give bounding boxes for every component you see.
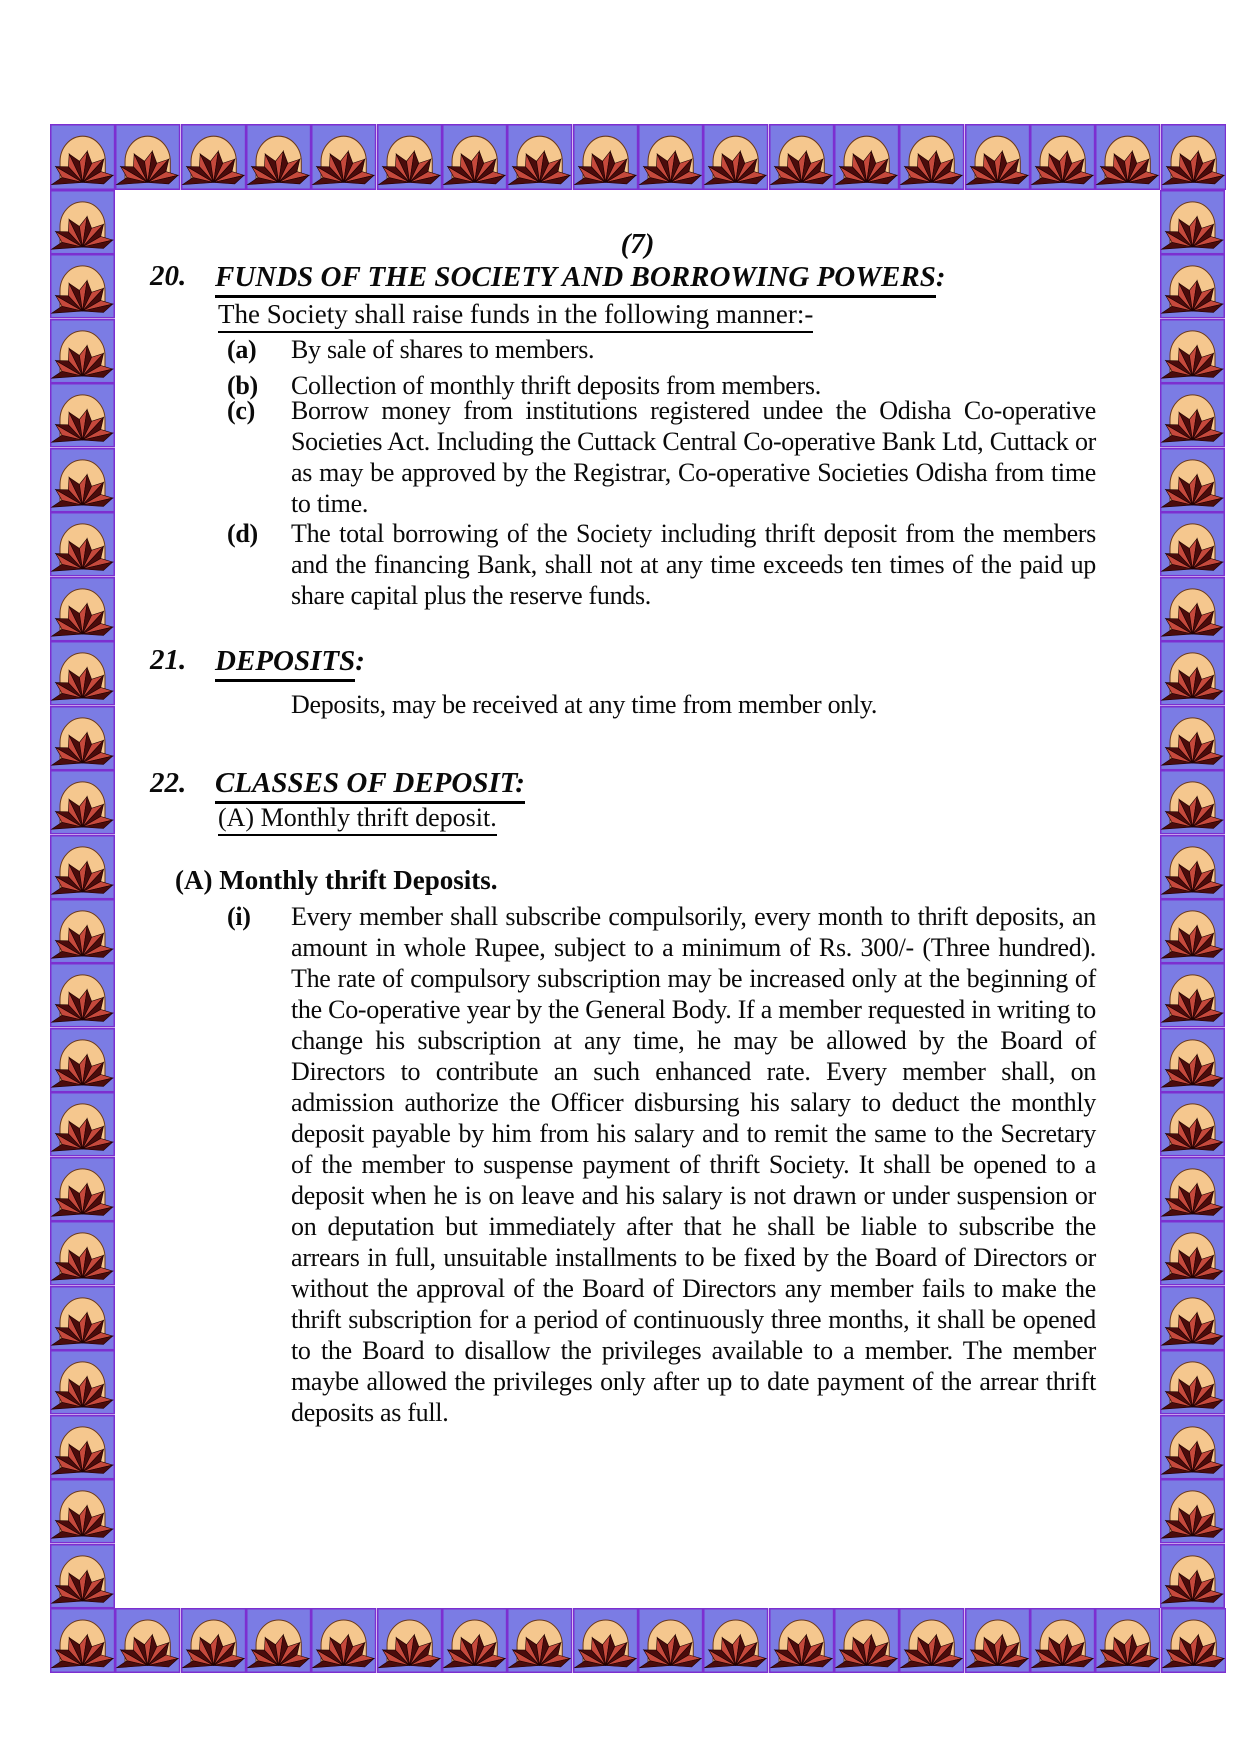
fan-flower-icon	[50, 835, 115, 899]
fan-flower-icon	[1160, 1157, 1225, 1221]
page-number: (7)	[620, 228, 655, 260]
fan-flower-icon	[1161, 124, 1226, 190]
fan-flower-icon	[965, 1608, 1030, 1673]
fan-flower-icon	[638, 1608, 703, 1673]
section-21-title: DEPOSITS	[215, 645, 355, 682]
fan-flower-icon	[1160, 448, 1225, 512]
fan-flower-icon	[50, 1350, 115, 1414]
section-21-heading-row	[115, 645, 1160, 678]
fan-flower-icon	[703, 124, 768, 190]
fan-flower-icon	[50, 770, 115, 834]
fan-flower-icon	[50, 1221, 115, 1285]
fan-flower-icon	[769, 1608, 834, 1673]
fan-flower-icon	[50, 319, 115, 383]
fan-flower-icon	[1160, 1415, 1225, 1479]
fan-flower-icon	[1160, 1286, 1225, 1350]
fan-flower-icon	[1030, 124, 1095, 190]
fan-flower-icon	[899, 124, 964, 190]
fan-flower-icon	[50, 1544, 115, 1608]
fan-flower-icon	[377, 124, 442, 190]
list-item-c	[115, 395, 1160, 519]
fan-flower-icon	[50, 641, 115, 705]
fan-flower-icon	[1160, 641, 1225, 705]
fan-flower-icon	[573, 1608, 638, 1673]
border-left-strip	[50, 190, 115, 1608]
fan-flower-icon	[50, 1092, 115, 1156]
list-item-b-label: (b)	[227, 371, 258, 400]
fan-flower-icon	[769, 124, 834, 190]
fan-flower-icon	[1160, 1479, 1225, 1543]
fan-flower-icon	[181, 1608, 246, 1673]
fan-flower-icon	[507, 124, 572, 190]
fan-flower-icon	[1160, 319, 1225, 383]
fan-flower-icon	[50, 190, 115, 254]
fan-flower-icon	[442, 124, 507, 190]
section-22-subtitle-line	[115, 803, 1160, 836]
fan-flower-icon	[1160, 1221, 1225, 1285]
fan-flower-icon	[50, 1415, 115, 1479]
list-item-b-text: Collection of monthly thrift deposits from members.	[291, 371, 821, 400]
list-item-d-label: (d)	[227, 519, 258, 548]
border-bottom-strip	[50, 1608, 1226, 1673]
fan-flower-icon	[834, 1608, 899, 1673]
section-20-intro-text: The Society shall raise funds in the following manner:-	[218, 299, 813, 333]
fan-flower-icon	[115, 124, 180, 190]
section-22-heading-row	[115, 768, 1160, 799]
fan-flower-icon	[311, 124, 376, 190]
fan-flower-icon	[50, 1286, 115, 1350]
fan-flower-icon	[1160, 770, 1225, 834]
fan-flower-icon	[1095, 124, 1160, 190]
fan-flower-icon	[50, 706, 115, 770]
list-item-a-label: (a)	[227, 335, 257, 364]
fan-flower-icon	[638, 124, 703, 190]
fan-flower-icon	[965, 124, 1030, 190]
fan-flower-icon	[115, 1608, 180, 1673]
section-21-colon: :	[355, 645, 365, 677]
section-21-body-line	[115, 690, 1160, 720]
fan-flower-icon	[703, 1608, 768, 1673]
section-22-number: 22.	[150, 767, 187, 799]
fan-flower-icon	[181, 124, 246, 190]
fan-flower-icon	[50, 124, 115, 190]
fan-flower-icon	[50, 1479, 115, 1543]
list-item-a-text: By sale of shares to members.	[291, 335, 595, 364]
list-item-i-label: (i)	[227, 902, 251, 931]
fan-flower-icon	[1160, 1350, 1225, 1414]
fan-flower-icon	[1160, 835, 1225, 899]
fan-flower-icon	[1160, 1092, 1225, 1156]
list-item-d-text: The total borrowing of the Society including thrift deposit from the members and the financing Bank, shall not at any time exceeds ten times of the paid up share capital plus the reserve funds.	[291, 519, 1096, 610]
fan-flower-icon	[1095, 1608, 1160, 1673]
list-item-c-text: Borrow money from institutions registered undee the Odisha Co-operative Societies Act. Including the Cuttack Central Co-operative Bank Ltd, Cuttack or as may be approved by the Registrar, Co-operative Societies Odisha from time to time.	[291, 396, 1096, 518]
list-item-a	[115, 334, 1160, 365]
list-item-i-text: Every member shall subscribe compulsorily, every month to thrift deposits, an amount in whole Rupee, subject to a minimum of Rs. 300/- (Three hundred). The rate of compulsory subscription may be increased only at the beginning of the Co-operative year by the General Body. If a member requested in writing to change his subscription at any time, he may be allowed by the Board of Directors to contribute an such enhanced rate. Every member shall, on admission authorize the Officer disbursing his salary to deduct the monthly deposit payable by him from his salary and to remit the same to the Secretary of the member to suspense payment of thrift Society. It shall be opened to a deposit when he is on leave and his salary is not drawn or under suspension or on deputation but immediately after that he shall be liable to subscribe the arrears in full, unsuitable installments to be fixed by the Board of Directors or without the approval of the Board of Directors any member fails to make the thrift subscription for a period of continuously three months, it shall be opened to the Board to disallow the privileges available to a member. The member maybe allowed the privileges only after up to date payment of the arrear thrift deposits as full.	[291, 902, 1096, 1427]
section-20-intro-line	[115, 299, 1160, 333]
fan-flower-icon	[246, 1608, 311, 1673]
list-item-i	[115, 901, 1160, 1428]
section-22-title: CLASSES OF DEPOSIT:	[215, 767, 525, 804]
section-20-number: 20.	[150, 260, 187, 292]
fan-flower-icon	[1160, 577, 1225, 641]
section-20-title: FUNDS OF THE SOCIETY AND BORROWING POWERS	[215, 261, 936, 298]
section-a-heading-text: (A) Monthly thrift Deposits.	[175, 865, 498, 895]
section-20-heading-row	[115, 261, 1160, 294]
fan-flower-icon	[50, 577, 115, 641]
fan-flower-icon	[50, 1608, 115, 1673]
section-20-colon: :	[935, 261, 946, 293]
fan-flower-icon	[1160, 899, 1225, 963]
fan-flower-icon	[50, 254, 115, 318]
fan-flower-icon	[50, 899, 115, 963]
fan-flower-icon	[50, 512, 115, 576]
fan-flower-icon	[507, 1608, 572, 1673]
fan-flower-icon	[50, 383, 115, 447]
section-22-subtitle-text: (A) Monthly thrift deposit.	[218, 803, 497, 836]
fan-flower-icon	[50, 448, 115, 512]
fan-flower-icon	[311, 1608, 376, 1673]
border-top-strip	[50, 124, 1226, 190]
list-item-d	[115, 518, 1160, 611]
fan-flower-icon	[1160, 1544, 1225, 1608]
section-a-heading-line	[115, 865, 1160, 896]
fan-flower-icon	[834, 124, 899, 190]
fan-flower-icon	[1160, 963, 1225, 1027]
section-21-body-text: Deposits, may be received at any time from member only.	[291, 690, 878, 719]
fan-flower-icon	[377, 1608, 442, 1673]
fan-flower-icon	[899, 1608, 964, 1673]
list-item-c-label: (c)	[227, 396, 255, 425]
fan-flower-icon	[1160, 383, 1225, 447]
fan-flower-icon	[1160, 512, 1225, 576]
fan-flower-icon	[1030, 1608, 1095, 1673]
fan-flower-icon	[50, 963, 115, 1027]
section-21-number: 21.	[150, 644, 187, 676]
fan-flower-icon	[573, 124, 638, 190]
fan-flower-icon	[1160, 706, 1225, 770]
fan-flower-icon	[50, 1028, 115, 1092]
fan-flower-icon	[1160, 1028, 1225, 1092]
fan-flower-icon	[442, 1608, 507, 1673]
fan-flower-icon	[1161, 1608, 1226, 1673]
fan-flower-icon	[246, 124, 311, 190]
fan-flower-icon	[50, 1157, 115, 1221]
fan-flower-icon	[1160, 254, 1225, 318]
border-right-strip	[1160, 190, 1225, 1608]
